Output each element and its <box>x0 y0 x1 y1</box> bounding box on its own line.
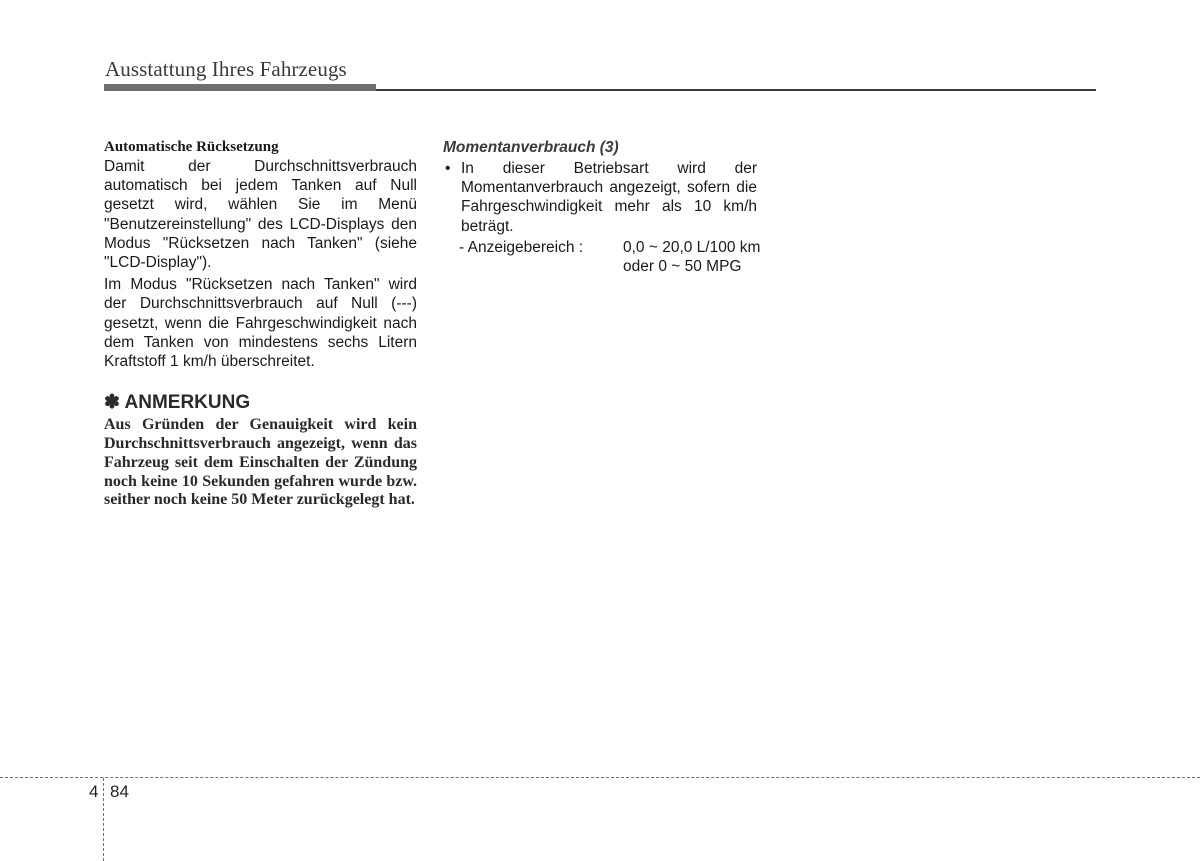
display-range-value-metric: 0,0 ~ 20,0 L/100 km <box>623 238 761 256</box>
note-text: Aus Gründen der Genauigkeit wird kein Durchschnittsverbrauch angezeigt, wenn das Fahrzeug seit dem Einschalten der Zündung noch keine 10 Sekunden gefahren wurde bzw. seither noch keine 50 Meter zurückgelegt hat. <box>104 416 417 509</box>
paragraph-auto-reset-2: Im Modus "Rücksetzen nach Tanken" wird der Durchschnittsverbrauch auf Null (---) gesetzt, wenn die Fahrgeschwindigkeit nach dem Tanken von mindestens sechs Litern Kraftstoff 1 km/h überschreitet. <box>104 276 417 371</box>
footer-vertical-dashed-rule <box>103 778 104 861</box>
page-header-title: Ausstattung Ihres Fahrzeugs <box>105 57 347 81</box>
display-range <box>443 238 761 276</box>
display-range-label: - Anzeigebereich : <box>459 238 584 256</box>
section-heading-auto-reset: Automatische Rücksetzung <box>104 139 279 155</box>
page-number: 84 <box>110 782 129 801</box>
display-range-value-mpg: oder 0 ~ 50 MPG <box>623 258 742 276</box>
display-range-row <box>443 238 761 257</box>
bullet-item <box>443 159 757 236</box>
section-heading-instant-consumption: Momentanverbrauch (3) <box>443 139 619 156</box>
bullet-mark: • <box>445 160 451 177</box>
paragraph-auto-reset-1: Damit der Durchschnittsverbrauch automatisch bei jedem Tanken auf Null gesetzt wird, wählen Sie im Menü "Benutzereinstellung" des LCD-Displays den Modus "Rücksetzen nach Tanken" (siehe "LCD-Display"). <box>104 158 417 272</box>
note-heading-label: ANMERKUNG <box>124 392 251 414</box>
note-asterisk-icon: ✽ <box>104 392 120 414</box>
right-column <box>443 138 761 276</box>
header-rule-thick <box>104 84 376 91</box>
bullet-text: In dieser Betriebsart wird der Momentanverbrauch angezeigt, sofern die Fahrgeschwindigkeit mehr als 10 km/h beträgt. <box>461 160 757 235</box>
left-column <box>104 138 417 510</box>
chapter-number: 4 <box>89 782 99 801</box>
note-heading <box>104 392 417 414</box>
footer-dashed-rule <box>0 777 1200 778</box>
display-range-row <box>443 257 757 276</box>
header-rule-thin <box>376 89 1096 91</box>
